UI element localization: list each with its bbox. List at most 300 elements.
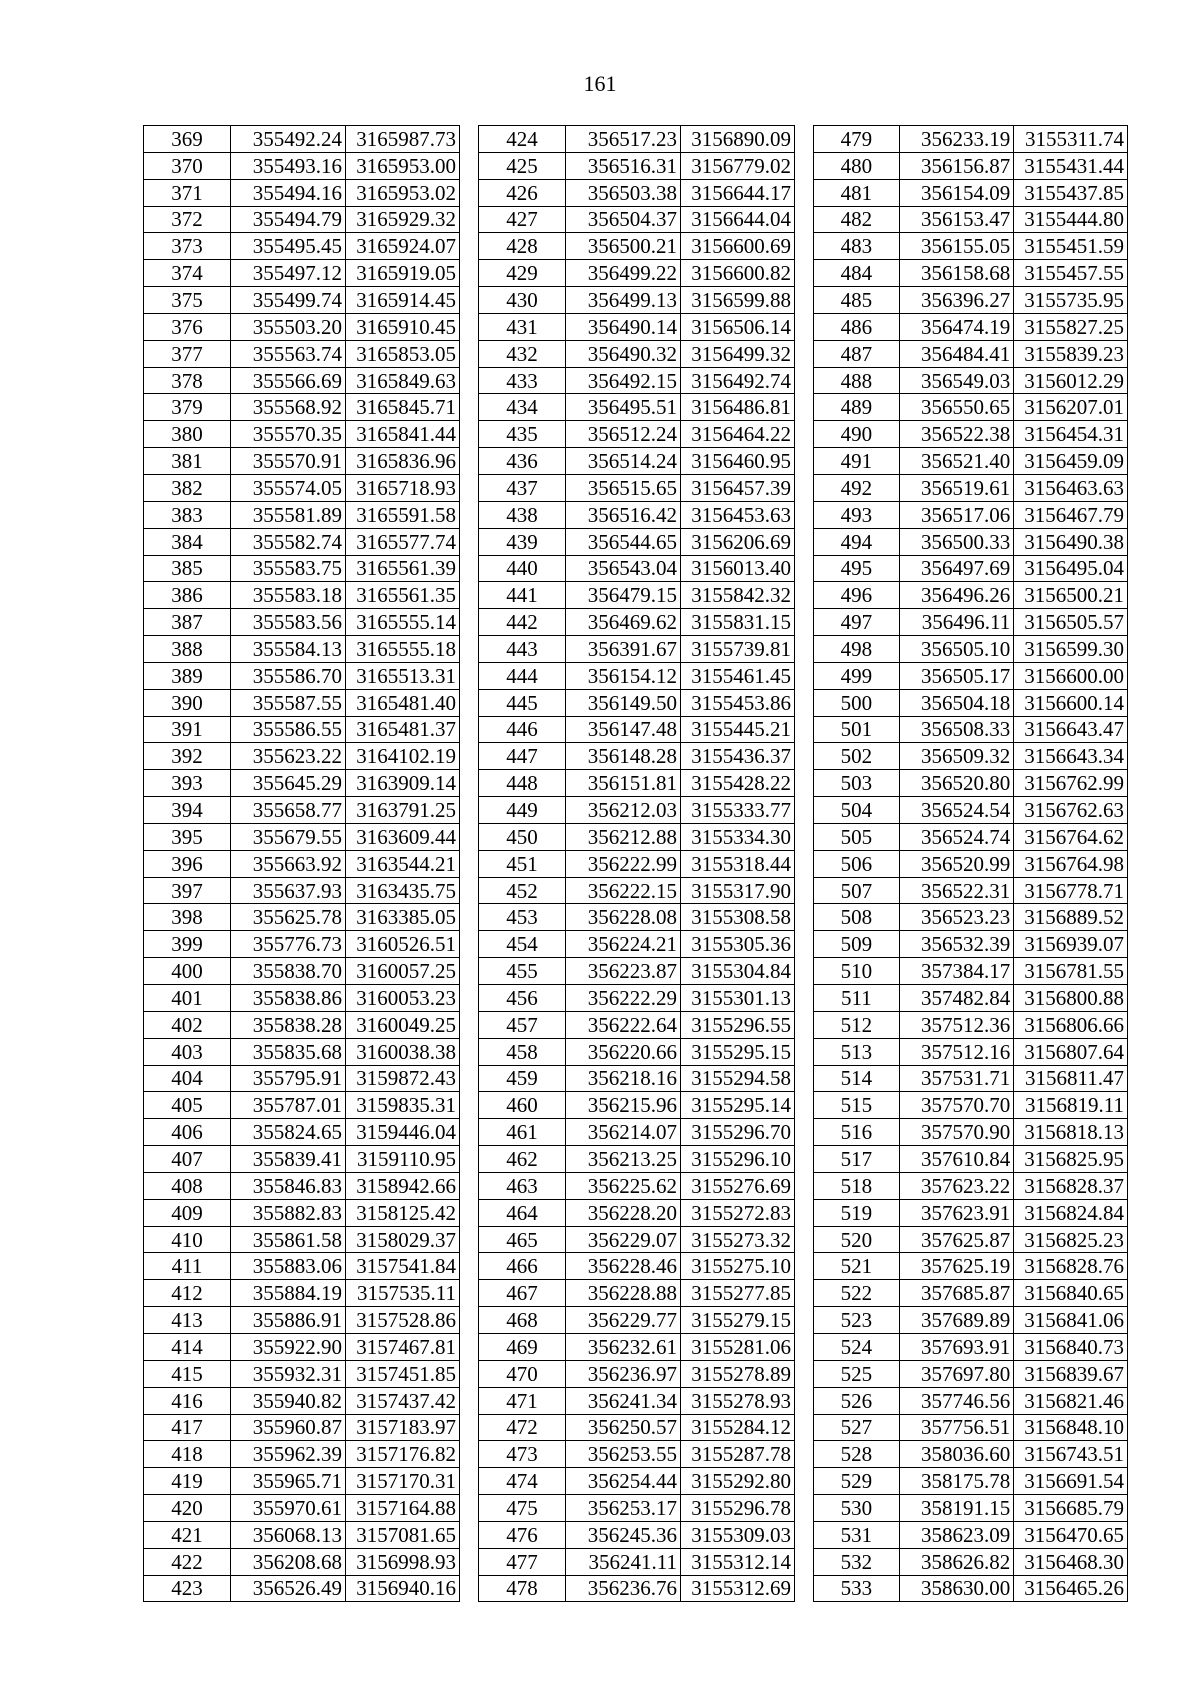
point-number-cell: 515 — [814, 1092, 900, 1119]
table-row — [144, 958, 460, 985]
x-coordinate-cell: 356253.55 — [566, 1441, 681, 1468]
y-coordinate-cell: 3163609.44 — [346, 823, 460, 850]
x-coordinate-cell: 356214.07 — [566, 1119, 681, 1146]
x-coordinate-cell: 356499.13 — [566, 287, 681, 314]
x-coordinate-cell: 355583.56 — [231, 609, 346, 636]
table-row — [814, 1360, 1128, 1387]
x-coordinate-cell: 356517.23 — [566, 126, 681, 153]
y-coordinate-cell: 3155276.69 — [681, 1172, 795, 1199]
x-coordinate-cell: 356155.05 — [899, 233, 1013, 260]
y-coordinate-cell: 3155278.89 — [681, 1360, 795, 1387]
table-row — [814, 716, 1128, 743]
x-coordinate-cell: 358191.15 — [899, 1495, 1013, 1522]
table-row — [814, 421, 1128, 448]
table-row — [814, 1548, 1128, 1575]
point-number-cell: 400 — [144, 958, 231, 985]
point-number-cell: 527 — [814, 1414, 900, 1441]
x-coordinate-cell: 358623.09 — [899, 1521, 1013, 1548]
table-row — [479, 313, 795, 340]
table-row — [479, 1119, 795, 1146]
table-row — [479, 1226, 795, 1253]
y-coordinate-cell: 3156828.37 — [1014, 1172, 1128, 1199]
x-coordinate-cell: 355492.24 — [231, 126, 346, 153]
point-number-cell: 487 — [814, 340, 900, 367]
x-coordinate-cell: 355970.61 — [231, 1495, 346, 1522]
point-number-cell: 422 — [144, 1548, 231, 1575]
point-number-cell: 511 — [814, 985, 900, 1012]
y-coordinate-cell: 3155453.86 — [681, 689, 795, 716]
y-coordinate-cell: 3157183.97 — [346, 1414, 460, 1441]
y-coordinate-cell: 3160049.25 — [346, 1011, 460, 1038]
y-coordinate-cell: 3155275.10 — [681, 1253, 795, 1280]
y-coordinate-cell: 3155428.22 — [681, 770, 795, 797]
table-row — [144, 421, 460, 448]
x-coordinate-cell: 356514.24 — [566, 448, 681, 475]
y-coordinate-cell: 3156463.63 — [1014, 474, 1128, 501]
y-coordinate-cell: 3156643.47 — [1014, 716, 1128, 743]
y-coordinate-cell: 3159835.31 — [346, 1092, 460, 1119]
y-coordinate-cell: 3155334.30 — [681, 823, 795, 850]
table-row — [144, 287, 460, 314]
x-coordinate-cell: 355886.91 — [231, 1307, 346, 1334]
point-number-cell: 414 — [144, 1333, 231, 1360]
x-coordinate-cell: 356153.47 — [899, 206, 1013, 233]
point-number-cell: 476 — [479, 1521, 566, 1548]
y-coordinate-cell: 3156499.32 — [681, 340, 795, 367]
x-coordinate-cell: 356496.11 — [899, 609, 1013, 636]
x-coordinate-cell: 356509.32 — [899, 743, 1013, 770]
point-number-cell: 467 — [479, 1280, 566, 1307]
y-coordinate-cell: 3156939.07 — [1014, 931, 1128, 958]
x-coordinate-cell: 357756.51 — [899, 1414, 1013, 1441]
table-row — [814, 1011, 1128, 1038]
point-number-cell: 382 — [144, 474, 231, 501]
y-coordinate-cell: 3156465.26 — [1014, 1575, 1128, 1602]
x-coordinate-cell: 357512.36 — [899, 1011, 1013, 1038]
point-number-cell: 465 — [479, 1226, 566, 1253]
y-coordinate-cell: 3156454.31 — [1014, 421, 1128, 448]
table-row — [814, 1199, 1128, 1226]
x-coordinate-cell: 357570.70 — [899, 1092, 1013, 1119]
y-coordinate-cell: 3155292.80 — [681, 1468, 795, 1495]
y-coordinate-cell: 3158125.42 — [346, 1199, 460, 1226]
point-number-cell: 463 — [479, 1172, 566, 1199]
y-coordinate-cell: 3155305.36 — [681, 931, 795, 958]
table-row — [479, 797, 795, 824]
y-coordinate-cell: 3165929.32 — [346, 206, 460, 233]
point-number-cell: 462 — [479, 1146, 566, 1173]
y-coordinate-cell: 3156940.16 — [346, 1575, 460, 1602]
x-coordinate-cell: 356212.03 — [566, 797, 681, 824]
table-row — [814, 958, 1128, 985]
point-number-cell: 456 — [479, 985, 566, 1012]
table-row — [479, 716, 795, 743]
point-number-cell: 501 — [814, 716, 900, 743]
y-coordinate-cell: 3163385.05 — [346, 904, 460, 931]
y-coordinate-cell: 3156206.69 — [681, 528, 795, 555]
point-number-cell: 469 — [479, 1333, 566, 1360]
x-coordinate-cell: 356213.25 — [566, 1146, 681, 1173]
point-number-cell: 430 — [479, 287, 566, 314]
table-row — [144, 474, 460, 501]
table-row — [814, 1441, 1128, 1468]
y-coordinate-cell: 3155739.81 — [681, 636, 795, 663]
point-number-cell: 458 — [479, 1038, 566, 1065]
x-coordinate-cell: 356147.48 — [566, 716, 681, 743]
point-number-cell: 510 — [814, 958, 900, 985]
x-coordinate-cell: 356391.67 — [566, 636, 681, 663]
y-coordinate-cell: 3156800.88 — [1014, 985, 1128, 1012]
y-coordinate-cell: 3156889.52 — [1014, 904, 1128, 931]
coordinate-table-1 — [143, 125, 460, 1602]
x-coordinate-cell: 356154.09 — [899, 179, 1013, 206]
point-number-cell: 405 — [144, 1092, 231, 1119]
table-row — [479, 1548, 795, 1575]
point-number-cell: 499 — [814, 662, 900, 689]
y-coordinate-cell: 3157176.82 — [346, 1441, 460, 1468]
table-row — [144, 1038, 460, 1065]
table-row — [479, 555, 795, 582]
point-number-cell: 378 — [144, 367, 231, 394]
y-coordinate-cell: 3165513.31 — [346, 662, 460, 689]
table-row — [479, 1333, 795, 1360]
point-number-cell: 453 — [479, 904, 566, 931]
table-row — [479, 1387, 795, 1414]
table-row — [144, 206, 460, 233]
y-coordinate-cell: 3155317.90 — [681, 877, 795, 904]
point-number-cell: 444 — [479, 662, 566, 689]
y-coordinate-cell: 3156470.65 — [1014, 1521, 1128, 1548]
y-coordinate-cell: 3155296.10 — [681, 1146, 795, 1173]
y-coordinate-cell: 3156840.65 — [1014, 1280, 1128, 1307]
y-coordinate-cell: 3156012.29 — [1014, 367, 1128, 394]
x-coordinate-cell: 355494.16 — [231, 179, 346, 206]
table-row — [144, 1548, 460, 1575]
x-coordinate-cell: 355882.83 — [231, 1199, 346, 1226]
point-number-cell: 398 — [144, 904, 231, 931]
y-coordinate-cell: 3155287.78 — [681, 1441, 795, 1468]
table-row — [814, 1521, 1128, 1548]
y-coordinate-cell: 3155301.13 — [681, 985, 795, 1012]
x-coordinate-cell: 356515.65 — [566, 474, 681, 501]
point-number-cell: 416 — [144, 1387, 231, 1414]
y-coordinate-cell: 3156460.95 — [681, 448, 795, 475]
x-coordinate-cell: 357512.16 — [899, 1038, 1013, 1065]
table-row — [479, 528, 795, 555]
x-coordinate-cell: 356504.37 — [566, 206, 681, 233]
table-row — [814, 448, 1128, 475]
table-row — [144, 1521, 460, 1548]
point-number-cell: 471 — [479, 1387, 566, 1414]
point-number-cell: 418 — [144, 1441, 231, 1468]
x-coordinate-cell: 356212.88 — [566, 823, 681, 850]
point-number-cell: 526 — [814, 1387, 900, 1414]
table-row — [814, 394, 1128, 421]
point-number-cell: 369 — [144, 126, 231, 153]
point-number-cell: 505 — [814, 823, 900, 850]
y-coordinate-cell: 3157528.86 — [346, 1307, 460, 1334]
point-number-cell: 474 — [479, 1468, 566, 1495]
table-row — [479, 636, 795, 663]
y-coordinate-cell: 3165561.35 — [346, 582, 460, 609]
x-coordinate-cell: 356148.28 — [566, 743, 681, 770]
point-number-cell: 370 — [144, 152, 231, 179]
x-coordinate-cell: 355884.19 — [231, 1280, 346, 1307]
y-coordinate-cell: 3156779.02 — [681, 152, 795, 179]
point-number-cell: 371 — [144, 179, 231, 206]
y-coordinate-cell: 3156825.95 — [1014, 1146, 1128, 1173]
y-coordinate-cell: 3165591.58 — [346, 501, 460, 528]
table-row — [814, 152, 1128, 179]
table-row — [814, 743, 1128, 770]
y-coordinate-cell: 3155451.59 — [1014, 233, 1128, 260]
table-row — [144, 1146, 460, 1173]
y-coordinate-cell: 3157081.65 — [346, 1521, 460, 1548]
point-number-cell: 436 — [479, 448, 566, 475]
table-row — [814, 260, 1128, 287]
point-number-cell: 483 — [814, 233, 900, 260]
x-coordinate-cell: 356396.27 — [899, 287, 1013, 314]
table-row — [479, 474, 795, 501]
y-coordinate-cell: 3155295.14 — [681, 1092, 795, 1119]
table-row — [814, 1172, 1128, 1199]
point-number-cell: 468 — [479, 1307, 566, 1334]
y-coordinate-cell: 3156459.09 — [1014, 448, 1128, 475]
y-coordinate-cell: 3157437.42 — [346, 1387, 460, 1414]
point-number-cell: 421 — [144, 1521, 231, 1548]
point-number-cell: 376 — [144, 313, 231, 340]
x-coordinate-cell: 355587.55 — [231, 689, 346, 716]
y-coordinate-cell: 3156781.55 — [1014, 958, 1128, 985]
y-coordinate-cell: 3156457.39 — [681, 474, 795, 501]
x-coordinate-cell: 356523.23 — [899, 904, 1013, 931]
y-coordinate-cell: 3156599.88 — [681, 287, 795, 314]
table-row — [144, 1199, 460, 1226]
table-row — [814, 1146, 1128, 1173]
table-row — [814, 501, 1128, 528]
table-row — [144, 555, 460, 582]
table-row — [479, 1468, 795, 1495]
table-row — [479, 1038, 795, 1065]
y-coordinate-cell: 3155284.12 — [681, 1414, 795, 1441]
point-number-cell: 507 — [814, 877, 900, 904]
point-number-cell: 486 — [814, 313, 900, 340]
y-coordinate-cell: 3156764.62 — [1014, 823, 1128, 850]
point-number-cell: 443 — [479, 636, 566, 663]
point-number-cell: 413 — [144, 1307, 231, 1334]
table-row — [144, 1333, 460, 1360]
point-number-cell: 395 — [144, 823, 231, 850]
y-coordinate-cell: 3156998.93 — [346, 1548, 460, 1575]
y-coordinate-cell: 3155277.85 — [681, 1280, 795, 1307]
table-row — [144, 1172, 460, 1199]
point-number-cell: 372 — [144, 206, 231, 233]
x-coordinate-cell: 355960.87 — [231, 1414, 346, 1441]
x-coordinate-cell: 355494.79 — [231, 206, 346, 233]
table-row — [814, 1414, 1128, 1441]
table-row — [144, 528, 460, 555]
x-coordinate-cell: 356250.57 — [566, 1414, 681, 1441]
table-row — [814, 1038, 1128, 1065]
y-coordinate-cell: 3156600.82 — [681, 260, 795, 287]
x-coordinate-cell: 356500.21 — [566, 233, 681, 260]
point-number-cell: 451 — [479, 850, 566, 877]
x-coordinate-cell: 356253.17 — [566, 1495, 681, 1522]
table-row — [144, 1575, 460, 1602]
point-number-cell: 381 — [144, 448, 231, 475]
y-coordinate-cell: 3155461.45 — [681, 662, 795, 689]
table-row — [814, 904, 1128, 931]
point-number-cell: 423 — [144, 1575, 231, 1602]
y-coordinate-cell: 3156839.67 — [1014, 1360, 1128, 1387]
x-coordinate-cell: 355658.77 — [231, 797, 346, 824]
table-row — [814, 126, 1128, 153]
point-number-cell: 530 — [814, 1495, 900, 1522]
x-coordinate-cell: 357623.91 — [899, 1199, 1013, 1226]
point-number-cell: 508 — [814, 904, 900, 931]
table-row — [814, 662, 1128, 689]
x-coordinate-cell: 355499.74 — [231, 287, 346, 314]
x-coordinate-cell: 355663.92 — [231, 850, 346, 877]
y-coordinate-cell: 3158942.66 — [346, 1172, 460, 1199]
x-coordinate-cell: 356151.81 — [566, 770, 681, 797]
y-coordinate-cell: 3155457.55 — [1014, 260, 1128, 287]
table-row — [814, 770, 1128, 797]
table-row — [814, 609, 1128, 636]
point-number-cell: 482 — [814, 206, 900, 233]
point-number-cell: 480 — [814, 152, 900, 179]
x-coordinate-cell: 355583.75 — [231, 555, 346, 582]
x-coordinate-cell: 357693.91 — [899, 1333, 1013, 1360]
table-row — [814, 555, 1128, 582]
y-coordinate-cell: 3155296.55 — [681, 1011, 795, 1038]
y-coordinate-cell: 3155296.70 — [681, 1119, 795, 1146]
y-coordinate-cell: 3165555.18 — [346, 636, 460, 663]
table-row — [814, 179, 1128, 206]
x-coordinate-cell: 356229.07 — [566, 1226, 681, 1253]
table-row — [144, 1360, 460, 1387]
table-row — [479, 1495, 795, 1522]
y-coordinate-cell: 3158029.37 — [346, 1226, 460, 1253]
table-row — [144, 448, 460, 475]
table-row — [479, 877, 795, 904]
point-number-cell: 415 — [144, 1360, 231, 1387]
point-number-cell: 380 — [144, 421, 231, 448]
table-row — [144, 877, 460, 904]
point-number-cell: 397 — [144, 877, 231, 904]
x-coordinate-cell: 356499.22 — [566, 260, 681, 287]
table-row — [479, 1414, 795, 1441]
table-row — [144, 1065, 460, 1092]
x-coordinate-cell: 355586.70 — [231, 662, 346, 689]
y-coordinate-cell: 3159446.04 — [346, 1119, 460, 1146]
y-coordinate-cell: 3165910.45 — [346, 313, 460, 340]
y-coordinate-cell: 3156486.81 — [681, 394, 795, 421]
y-coordinate-cell: 3157541.84 — [346, 1253, 460, 1280]
point-number-cell: 386 — [144, 582, 231, 609]
point-number-cell: 383 — [144, 501, 231, 528]
table-row — [814, 636, 1128, 663]
point-number-cell: 488 — [814, 367, 900, 394]
point-number-cell: 448 — [479, 770, 566, 797]
y-coordinate-cell: 3165919.05 — [346, 260, 460, 287]
y-coordinate-cell: 3163909.14 — [346, 770, 460, 797]
point-number-cell: 384 — [144, 528, 231, 555]
point-number-cell: 478 — [479, 1575, 566, 1602]
point-number-cell: 407 — [144, 1146, 231, 1173]
point-number-cell: 388 — [144, 636, 231, 663]
point-number-cell: 504 — [814, 797, 900, 824]
y-coordinate-cell: 3155735.95 — [1014, 287, 1128, 314]
x-coordinate-cell: 355563.74 — [231, 340, 346, 367]
point-number-cell: 529 — [814, 1468, 900, 1495]
point-number-cell: 403 — [144, 1038, 231, 1065]
point-number-cell: 485 — [814, 287, 900, 314]
x-coordinate-cell: 355932.31 — [231, 1360, 346, 1387]
y-coordinate-cell: 3156207.01 — [1014, 394, 1128, 421]
y-coordinate-cell: 3156453.63 — [681, 501, 795, 528]
y-coordinate-cell: 3155273.32 — [681, 1226, 795, 1253]
y-coordinate-cell: 3157170.31 — [346, 1468, 460, 1495]
y-coordinate-cell: 3156013.40 — [681, 555, 795, 582]
table-row — [479, 689, 795, 716]
table-row — [144, 636, 460, 663]
point-number-cell: 509 — [814, 931, 900, 958]
x-coordinate-cell: 356500.33 — [899, 528, 1013, 555]
page-number: 161 — [583, 71, 617, 96]
y-coordinate-cell: 3157467.81 — [346, 1333, 460, 1360]
y-coordinate-cell: 3157164.88 — [346, 1495, 460, 1522]
x-coordinate-cell: 355574.05 — [231, 474, 346, 501]
table-row — [814, 474, 1128, 501]
x-coordinate-cell: 356068.13 — [231, 1521, 346, 1548]
y-coordinate-cell: 3155827.25 — [1014, 313, 1128, 340]
point-number-cell: 481 — [814, 179, 900, 206]
table-row — [144, 1441, 460, 1468]
table-row — [479, 743, 795, 770]
y-coordinate-cell: 3156743.51 — [1014, 1441, 1128, 1468]
x-coordinate-cell: 356549.03 — [899, 367, 1013, 394]
x-coordinate-cell: 356224.21 — [566, 931, 681, 958]
x-coordinate-cell: 356232.61 — [566, 1333, 681, 1360]
x-coordinate-cell: 356228.88 — [566, 1280, 681, 1307]
x-coordinate-cell: 356236.97 — [566, 1360, 681, 1387]
y-coordinate-cell: 3156495.04 — [1014, 555, 1128, 582]
point-number-cell: 445 — [479, 689, 566, 716]
table-row — [479, 501, 795, 528]
point-number-cell: 492 — [814, 474, 900, 501]
table-row — [479, 206, 795, 233]
y-coordinate-cell: 3156764.98 — [1014, 850, 1128, 877]
point-number-cell: 454 — [479, 931, 566, 958]
point-number-cell: 525 — [814, 1360, 900, 1387]
table-row — [144, 1011, 460, 1038]
y-coordinate-cell: 3156819.11 — [1014, 1092, 1128, 1119]
table-row — [814, 689, 1128, 716]
y-coordinate-cell: 3155431.44 — [1014, 152, 1128, 179]
x-coordinate-cell: 356532.39 — [899, 931, 1013, 958]
point-number-cell: 427 — [479, 206, 566, 233]
point-number-cell: 409 — [144, 1199, 231, 1226]
table-row — [814, 1253, 1128, 1280]
point-number-cell: 393 — [144, 770, 231, 797]
table-row — [814, 1226, 1128, 1253]
point-number-cell: 531 — [814, 1521, 900, 1548]
point-number-cell: 517 — [814, 1146, 900, 1173]
x-coordinate-cell: 355586.55 — [231, 716, 346, 743]
table-row — [144, 582, 460, 609]
table-row — [144, 743, 460, 770]
